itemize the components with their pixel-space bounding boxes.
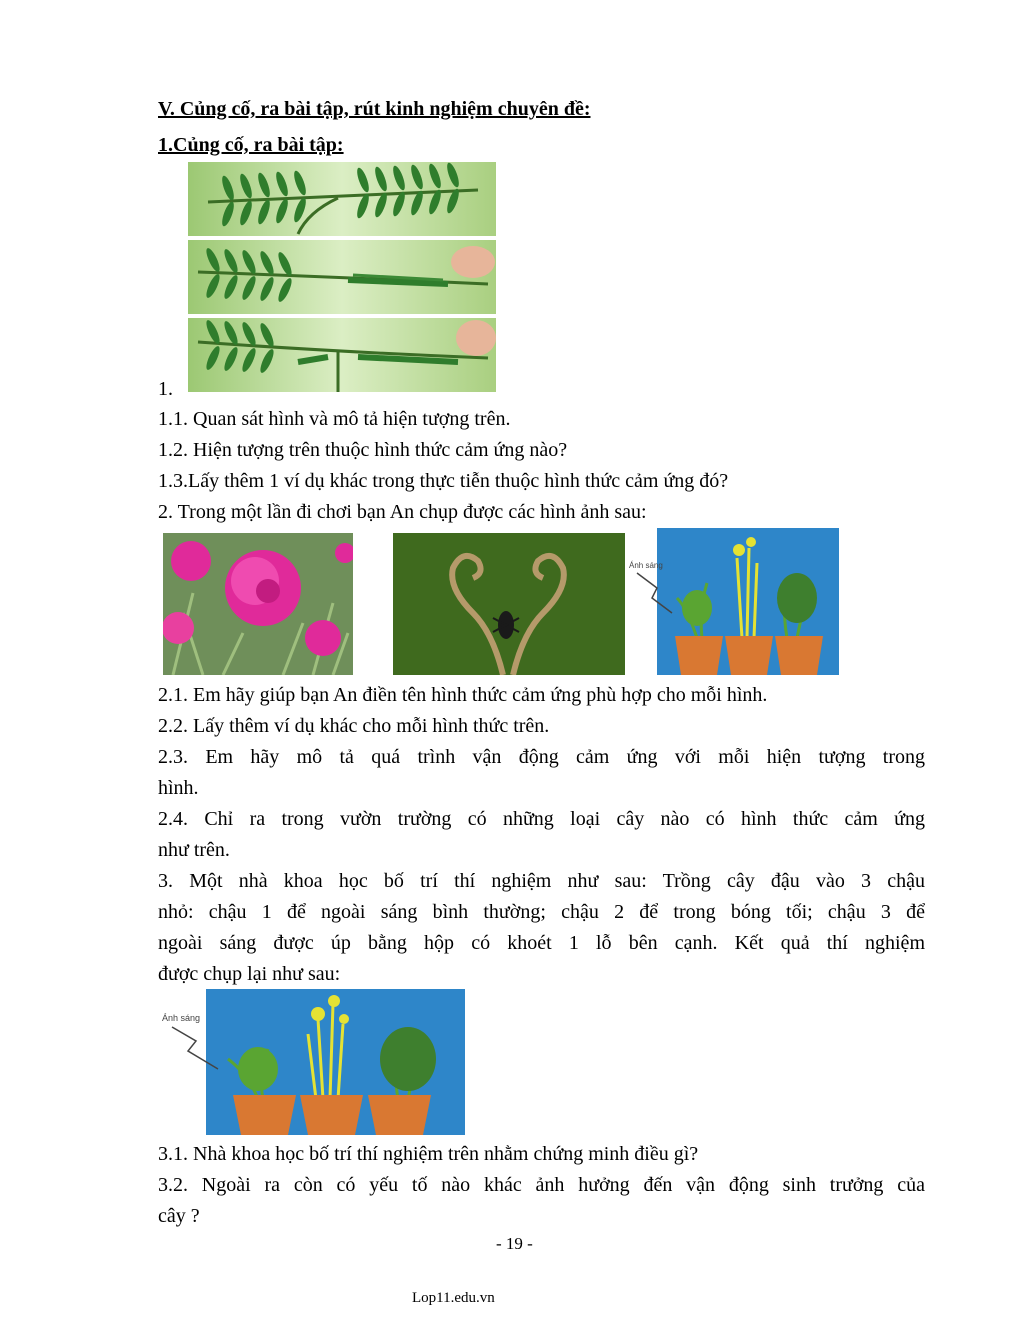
mimosa-leaf-image xyxy=(188,162,496,392)
phototropism-image-large xyxy=(158,989,465,1135)
light-label: Ánh sáng xyxy=(629,561,663,570)
q2-intro: 2. Trong một lần đi chơi bạn An chụp được các hình ảnh sau: xyxy=(158,501,647,523)
subsection-heading: 1.Củng cố, ra bài tập: xyxy=(158,134,344,156)
q3-intro-line-4: được chụp lại như sau: xyxy=(158,963,341,985)
flower-image xyxy=(163,533,353,675)
q3-intro-line-2: nhỏ: chậu 1 để ngoài sáng bình thường; chậu 2 để trong bóng tối; chậu 3 để xyxy=(158,901,925,923)
carnivorous-plant-image xyxy=(393,533,625,675)
q1-item-3: 1.3.Lấy thêm 1 ví dụ khác trong thực tiễn thuộc hình thức cảm ứng đó? xyxy=(158,470,729,492)
q1-item-1: 1.1. Quan sát hình và mô tả hiện tượng trên. xyxy=(158,408,511,430)
phototropism-image-small xyxy=(627,528,839,675)
q2-item-1: 2.1. Em hãy giúp bạn An điền tên hình thức cảm ứng phù hợp cho mỗi hình. xyxy=(158,684,768,706)
q2-item-2: 2.2. Lấy thêm ví dụ khác cho mỗi hình thức trên. xyxy=(158,715,550,737)
q2-item-3-cont: hình. xyxy=(158,777,199,799)
q1-number: 1. xyxy=(158,378,173,400)
q3-item-2: 3.2. Ngoài ra còn có yếu tố nào khác ảnh hưởng đến vận động sinh trưởng của xyxy=(158,1174,925,1196)
section-heading: V. Củng cố, ra bài tập, rút kinh nghiệm chuyên đề: xyxy=(158,98,591,120)
page-number: - 19 - xyxy=(496,1234,533,1253)
light-label-large: Ánh sáng xyxy=(162,1013,201,1023)
q2-item-3: 2.3. Em hãy mô tả quá trình vận động cảm ứng với mỗi hiện tượng trong xyxy=(158,746,925,768)
q3-item-2-cont: cây ? xyxy=(158,1205,200,1227)
q3-intro-line-1: 3. Một nhà khoa học bố trí thí nghiệm như sau: Trồng cây đậu vào 3 chậu xyxy=(158,870,925,892)
footer-site: Lop11.edu.vn xyxy=(412,1290,495,1306)
q3-intro-line-3: ngoài sáng được úp bằng hộp có khoét 1 lỗ bên cạnh. Kết quả thí nghiệm xyxy=(158,932,925,954)
q3-item-1: 3.1. Nhà khoa học bố trí thí nghiệm trên nhằm chứng minh điều gì? xyxy=(158,1143,699,1165)
q2-item-4: 2.4. Chỉ ra trong vườn trường có những loại cây nào có hình thức cảm ứng xyxy=(158,808,925,830)
q1-item-2: 1.2. Hiện tượng trên thuộc hình thức cảm ứng nào? xyxy=(158,439,568,461)
q2-item-4-cont: như trên. xyxy=(158,839,230,861)
